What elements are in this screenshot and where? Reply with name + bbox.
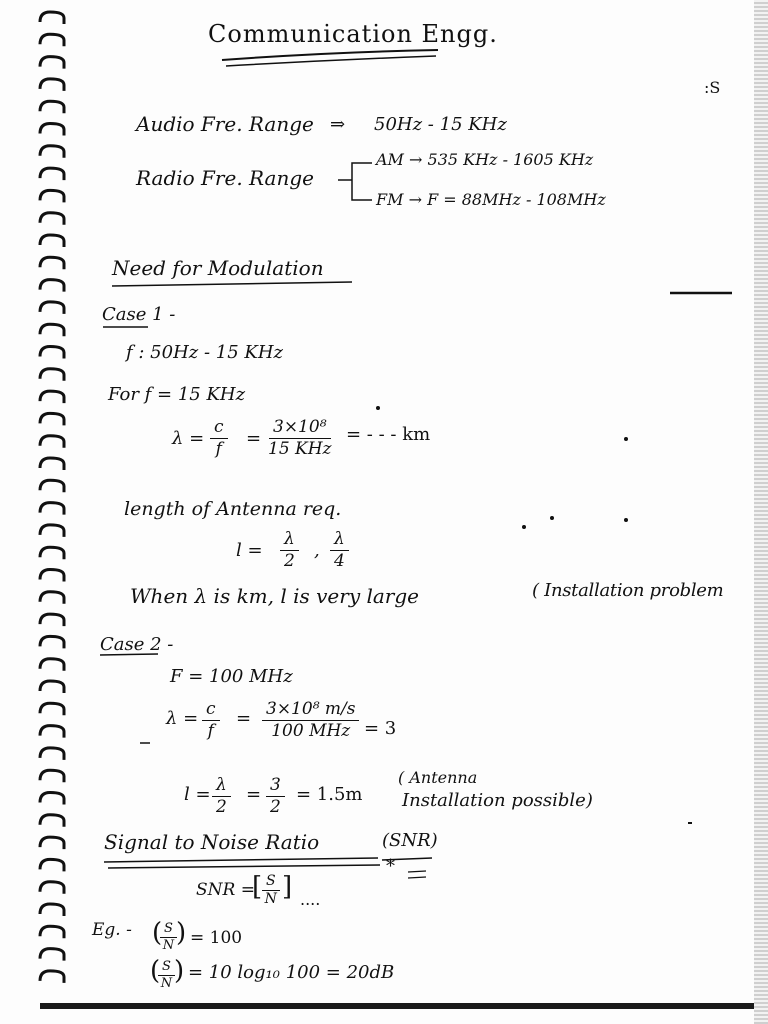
snr-example-db: = 10 log₁₀ 100 = 20dB [188, 962, 395, 983]
section-heading-snr: Signal to Noise Ratio [104, 830, 320, 854]
spiral-coil [40, 815, 64, 827]
spiral-coil [40, 458, 64, 470]
spiral-coil [40, 480, 64, 492]
spiral-coil [40, 257, 64, 269]
case1-lambda-a: λ [280, 530, 299, 551]
snr-eg1-paren-right: ) [176, 918, 187, 948]
case1-wavelength-fraction [268, 418, 332, 458]
audio-range-label: Audio Fre. Range [136, 112, 314, 136]
case2-frequency: F = 100 MHz [170, 666, 293, 687]
stray-dot [624, 437, 628, 441]
case2-numerator: 3×10⁸ m/s [262, 700, 359, 721]
audio-range-arrow: ⇒ [330, 114, 346, 135]
spiral-coil [40, 770, 64, 782]
case2-note-installation: Installation possible) [402, 790, 593, 811]
section-heading-need-for-modulation: Need for Modulation [112, 256, 324, 280]
spiral-coil [40, 12, 64, 24]
spiral-coil [40, 235, 64, 247]
case2-two-b: 2 [270, 796, 281, 817]
spiral-coil [40, 436, 64, 448]
spiral-coil [40, 79, 64, 91]
radio-am-range: AM → 535 KHz - 1605 KHz [376, 150, 594, 169]
case2-lambda-over-2 [212, 776, 231, 816]
spiral-coil [40, 302, 64, 314]
spiral-coil [40, 748, 64, 760]
spiral-coil [40, 391, 64, 403]
snr-formula-lhs: SNR = [196, 880, 255, 900]
case2-c: c [202, 700, 220, 721]
case1-two: 2 [283, 550, 295, 571]
snr-eg2-s-over-n [158, 960, 175, 992]
case1-c: c [210, 418, 228, 439]
case1-denominator: 15 KHz [268, 438, 332, 459]
case2-heading: Case 2 - [100, 634, 174, 655]
snr-example-label: Eg. - [92, 920, 132, 940]
snr-s: S [262, 874, 280, 891]
snr-eg1-s-over-n [160, 922, 177, 954]
radio-range-label: Radio Fre. Range [136, 166, 314, 190]
spiral-coil [40, 949, 64, 961]
spiral-coil [40, 369, 64, 381]
case2-result: = 3 [364, 718, 397, 739]
case1-frequency-range: f : 50Hz - 15 KHz [126, 342, 284, 363]
snr-abbreviation: (SNR) [382, 830, 438, 851]
case2-two: 2 [215, 796, 227, 817]
spiral-coil [40, 168, 64, 180]
snr-bracket-left: [ [252, 872, 263, 902]
spiral-coil [40, 859, 64, 871]
spiral-coil [40, 57, 64, 69]
stray-dot [376, 406, 380, 410]
spiral-coil [40, 636, 64, 648]
spiral-coil [40, 592, 64, 604]
case1-lambda-over-2 [280, 530, 299, 570]
case2-3-over-2 [266, 776, 285, 816]
case1-heading: Case 1 - [102, 304, 176, 325]
case2-c-over-f [202, 700, 220, 740]
spiral-coil [40, 101, 64, 113]
case1-l-lhs: l = [236, 540, 263, 561]
spiral-coil [40, 882, 64, 894]
spiral-coil [40, 324, 64, 336]
case1-numerator: 3×10⁸ [269, 418, 331, 439]
spiral-coil [40, 793, 64, 805]
spiral-coil [40, 681, 64, 693]
snr-eg2-s: S [158, 960, 175, 976]
spiral-coil [40, 703, 64, 715]
case2-three: 3 [266, 776, 285, 797]
snr-eg2-n: N [160, 976, 173, 992]
spiral-coil [40, 280, 64, 292]
page-edge-right [754, 0, 768, 1024]
case2-equals-2: = [246, 784, 262, 805]
spiral-coil [40, 124, 64, 136]
spiral-coil [40, 547, 64, 559]
case2-length-result: = 1.5m [296, 784, 363, 805]
case2-equals: = [236, 708, 252, 729]
snr-dots: .... [300, 890, 321, 909]
margin-mark: :S [704, 78, 721, 97]
case1-c-over-f [210, 418, 228, 458]
spiral-coil [40, 926, 64, 938]
snr-eg1-s: S [160, 922, 177, 938]
case1-result: = - - - km [346, 424, 431, 445]
case1-lambda-lhs: λ = [172, 428, 205, 449]
case2-lambda-lhs: λ = [166, 708, 199, 729]
spiral-coil [40, 413, 64, 425]
stray-dot [550, 516, 554, 520]
case1-installation-note: ( Installation problem [532, 580, 724, 601]
snr-bracket-right: ] [282, 872, 293, 902]
case2-note-antenna: ( Antenna [398, 768, 478, 787]
spiral-coil [40, 904, 64, 916]
spiral-coil [40, 347, 64, 359]
spiral-coil [40, 570, 64, 582]
snr-s-over-n [262, 874, 280, 908]
case1-f: f [215, 438, 222, 459]
case2-lambda: λ [212, 776, 231, 797]
case1-antenna-length-text: length of Antenna req. [124, 498, 342, 520]
stray-dot [624, 518, 628, 522]
snr-eg2-paren-right: ) [174, 956, 185, 986]
spiral-coil [40, 726, 64, 738]
snr-eg2-paren-left: ( [150, 956, 161, 986]
page-edge-bottom [40, 1003, 754, 1009]
case1-for-frequency: For f = 15 KHz [108, 384, 246, 405]
stray-dot [522, 525, 526, 529]
case1-four: 4 [333, 550, 345, 571]
case1-lambda-b: λ [330, 530, 349, 551]
spiral-coil [40, 614, 64, 626]
spiral-coil [40, 525, 64, 537]
spiral-coil [40, 146, 64, 158]
case1-lambda-over-4 [330, 530, 349, 570]
audio-range-value: 50Hz - 15 KHz [374, 114, 507, 135]
snr-n: N [264, 891, 277, 908]
case1-comma: , [314, 540, 320, 561]
spiral-coil [40, 837, 64, 849]
case1-when-statement: When λ is km, l is very large [130, 584, 420, 608]
spiral-coil [40, 213, 64, 225]
case2-denominator: 100 MHz [271, 720, 351, 741]
snr-eg1-n: N [162, 938, 175, 954]
spiral-coil [40, 190, 64, 202]
spiral-binding [30, 0, 74, 1000]
page-title: Communication Engg. [208, 20, 498, 48]
case2-f: f [207, 720, 214, 741]
case2-wavelength-fraction [262, 700, 359, 740]
snr-star-mark: * [386, 856, 395, 877]
case2-l-lhs: l = [184, 784, 211, 805]
spiral-coil [40, 659, 64, 671]
spiral-coil [40, 34, 64, 46]
spiral-coil [40, 503, 64, 515]
spiral-coil [40, 971, 64, 983]
snr-example-ratio: = 100 [190, 928, 243, 948]
case1-equals: = [246, 428, 262, 449]
snr-eg1-paren-left: ( [152, 918, 163, 948]
radio-fm-range: FM → F = 88MHz - 108MHz [376, 190, 606, 209]
